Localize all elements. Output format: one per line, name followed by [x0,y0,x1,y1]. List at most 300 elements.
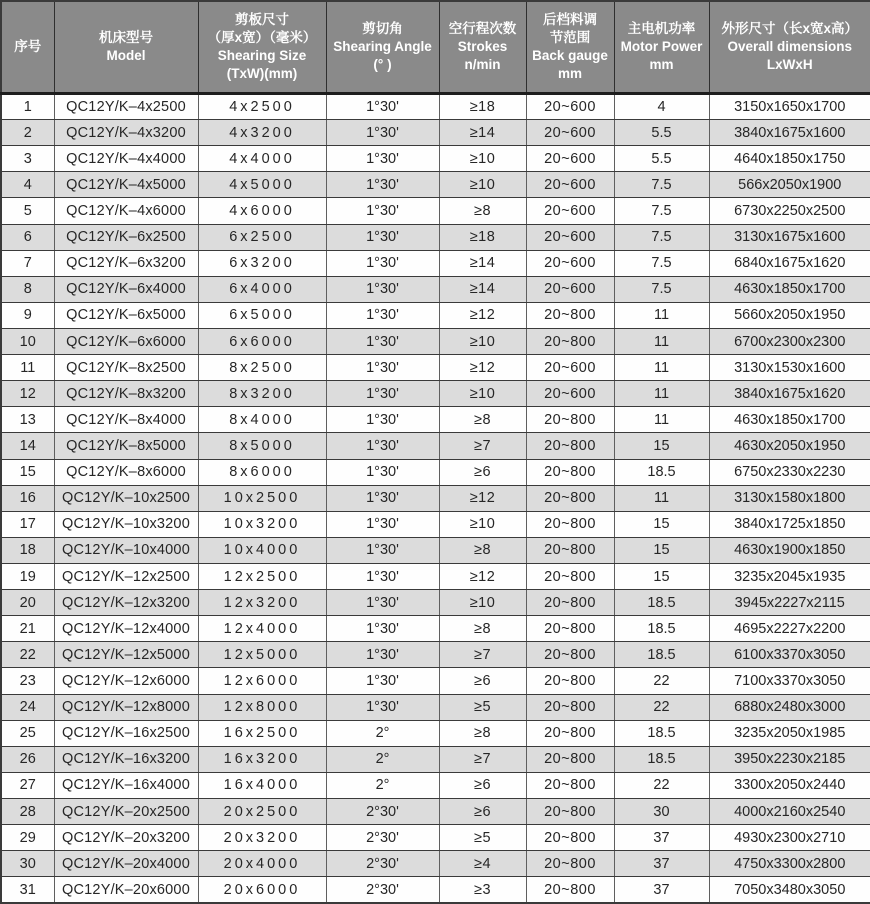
cell-shearing-angle: 2° [326,720,439,746]
cell-back-gauge: 20~800 [526,668,614,694]
cell-motor-power: 37 [614,877,709,903]
cell-model: QC12Y/K–6x6000 [54,328,198,354]
cell-shearing-size: 16x4000 [198,772,326,798]
table-row [1,772,870,798]
cell-model: QC12Y/K–6x4000 [54,276,198,302]
cell-overall-dimensions: 6840x1675x1620 [709,250,870,276]
cell-overall-dimensions: 4930x2300x2710 [709,825,870,851]
cell-shearing-angle: 1°30' [326,642,439,668]
column-header-shearing-size-line: （厚x宽）（毫米） [207,29,317,45]
cell-no: 22 [1,642,54,668]
cell-back-gauge: 20~800 [526,485,614,511]
cell-shearing-angle: 1°30' [326,381,439,407]
cell-strokes: ≥10 [439,172,526,198]
table-row [1,563,870,589]
cell-shearing-angle: 2° [326,746,439,772]
cell-no: 28 [1,798,54,824]
cell-shearing-size: 16x3200 [198,746,326,772]
cell-model: QC12Y/K–8x3200 [54,381,198,407]
column-header-back-gauge-line: 节范围 [549,29,591,45]
cell-back-gauge: 20~800 [526,407,614,433]
cell-back-gauge: 20~600 [526,120,614,146]
cell-strokes: ≥6 [439,668,526,694]
cell-shearing-size: 6x6000 [198,328,326,354]
cell-strokes: ≥10 [439,328,526,354]
cell-no: 5 [1,198,54,224]
cell-no: 29 [1,825,54,851]
cell-shearing-angle: 1°30' [326,537,439,563]
cell-strokes: ≥8 [439,198,526,224]
column-header-back-gauge-line: mm [557,66,582,82]
column-header-model [54,1,198,94]
cell-motor-power: 11 [614,485,709,511]
column-header-strokes-line: 空行程次数 [448,20,517,36]
table-header-row [1,1,870,94]
cell-no: 26 [1,746,54,772]
cell-overall-dimensions: 7100x3370x3050 [709,668,870,694]
cell-overall-dimensions: 3840x1675x1600 [709,120,870,146]
column-header-motor-power-line: Motor Power [620,38,703,54]
cell-no: 6 [1,224,54,250]
cell-shearing-angle: 1°30' [326,459,439,485]
cell-strokes: ≥10 [439,590,526,616]
cell-back-gauge: 20~800 [526,459,614,485]
table-body [1,94,870,904]
cell-strokes: ≥12 [439,485,526,511]
cell-motor-power: 7.5 [614,250,709,276]
cell-strokes: ≥6 [439,772,526,798]
cell-shearing-angle: 1°30' [326,511,439,537]
cell-model: QC12Y/K–12x6000 [54,668,198,694]
cell-shearing-angle: 1°30' [326,172,439,198]
cell-back-gauge: 20~600 [526,276,614,302]
table-row [1,250,870,276]
cell-model: QC12Y/K–12x2500 [54,563,198,589]
cell-shearing-angle: 2° [326,772,439,798]
cell-overall-dimensions: 4000x2160x2540 [709,798,870,824]
cell-overall-dimensions: 3130x1580x1800 [709,485,870,511]
cell-overall-dimensions: 3130x1530x1600 [709,355,870,381]
column-header-shearing-size-line: Shearing Size [217,48,307,63]
cell-model: QC12Y/K–10x3200 [54,511,198,537]
table-row [1,590,870,616]
cell-motor-power: 22 [614,772,709,798]
cell-strokes: ≥6 [439,459,526,485]
cell-no: 17 [1,511,54,537]
cell-back-gauge: 20~600 [526,381,614,407]
cell-no: 27 [1,772,54,798]
cell-model: QC12Y/K–6x2500 [54,224,198,250]
cell-motor-power: 7.5 [614,224,709,250]
cell-no: 7 [1,250,54,276]
cell-strokes: ≥5 [439,694,526,720]
cell-strokes: ≥10 [439,146,526,172]
cell-no: 9 [1,302,54,328]
cell-back-gauge: 20~800 [526,720,614,746]
cell-overall-dimensions: 3235x2050x1985 [709,720,870,746]
cell-no: 14 [1,433,54,459]
cell-overall-dimensions: 4695x2227x2200 [709,616,870,642]
cell-strokes: ≥7 [439,642,526,668]
cell-no: 13 [1,407,54,433]
cell-overall-dimensions: 3235x2045x1935 [709,563,870,589]
cell-shearing-angle: 1°30' [326,198,439,224]
cell-shearing-angle: 1°30' [326,668,439,694]
cell-overall-dimensions: 3840x1725x1850 [709,511,870,537]
table-row [1,746,870,772]
cell-model: QC12Y/K–12x5000 [54,642,198,668]
cell-shearing-angle: 1°30' [326,250,439,276]
cell-overall-dimensions: 5660x2050x1950 [709,302,870,328]
column-header-strokes-line: Strokes [457,38,508,54]
cell-model: QC12Y/K–6x3200 [54,250,198,276]
cell-model: QC12Y/K–16x4000 [54,772,198,798]
cell-model: QC12Y/K–12x3200 [54,590,198,616]
table-row [1,198,870,224]
cell-back-gauge: 20~600 [526,94,614,120]
cell-model: QC12Y/K–4x4000 [54,146,198,172]
cell-overall-dimensions: 3150x1650x1700 [709,94,870,120]
cell-back-gauge: 20~800 [526,825,614,851]
cell-shearing-size: 8x6000 [198,459,326,485]
cell-motor-power: 37 [614,851,709,877]
cell-overall-dimensions: 3300x2050x2440 [709,772,870,798]
table-row [1,94,870,120]
cell-model: QC12Y/K–10x4000 [54,537,198,563]
cell-shearing-size: 10x2500 [198,485,326,511]
cell-back-gauge: 20~800 [526,563,614,589]
cell-shearing-angle: 2°30' [326,851,439,877]
table-row [1,642,870,668]
table-row [1,537,870,563]
cell-strokes: ≥5 [439,825,526,851]
cell-motor-power: 5.5 [614,146,709,172]
cell-shearing-size: 8x5000 [198,433,326,459]
cell-strokes: ≥4 [439,851,526,877]
table-row [1,720,870,746]
cell-back-gauge: 20~800 [526,537,614,563]
column-header-shearing-size-line: (TxW)(mm) [226,66,298,82]
cell-no: 31 [1,877,54,903]
cell-model: QC12Y/K–20x4000 [54,851,198,877]
cell-strokes: ≥14 [439,120,526,146]
cell-shearing-size: 8x3200 [198,381,326,407]
cell-overall-dimensions: 6730x2250x2500 [709,198,870,224]
cell-overall-dimensions: 6100x3370x3050 [709,642,870,668]
cell-shearing-size: 8x4000 [198,407,326,433]
column-header-no [1,1,54,94]
cell-shearing-size: 20x2500 [198,798,326,824]
column-header-strokes [439,1,526,94]
cell-strokes: ≥8 [439,720,526,746]
cell-strokes: ≥12 [439,302,526,328]
cell-strokes: ≥7 [439,433,526,459]
cell-motor-power: 37 [614,825,709,851]
cell-back-gauge: 20~800 [526,642,614,668]
cell-motor-power: 18.5 [614,642,709,668]
cell-strokes: ≥8 [439,537,526,563]
column-header-shearing-angle [326,1,439,94]
column-header-motor-power-line: mm [649,57,674,73]
cell-motor-power: 7.5 [614,198,709,224]
cell-motor-power: 15 [614,537,709,563]
cell-no: 8 [1,276,54,302]
table-row [1,825,870,851]
column-header-back-gauge-line: Back gauge [532,48,608,63]
cell-motor-power: 18.5 [614,616,709,642]
table-row [1,877,870,903]
column-header-strokes-line: n/min [464,57,501,73]
cell-model: QC12Y/K–20x3200 [54,825,198,851]
cell-shearing-size: 16x2500 [198,720,326,746]
cell-overall-dimensions: 4750x3300x2800 [709,851,870,877]
cell-model: QC12Y/K–16x2500 [54,720,198,746]
cell-model: QC12Y/K–8x4000 [54,407,198,433]
cell-no: 11 [1,355,54,381]
table-row [1,328,870,354]
cell-shearing-size: 6x5000 [198,302,326,328]
column-header-model-line: 机床型号 [99,29,153,45]
cell-shearing-size: 12x2500 [198,563,326,589]
cell-motor-power: 22 [614,694,709,720]
cell-shearing-size: 8x2500 [198,355,326,381]
cell-shearing-angle: 1°30' [326,616,439,642]
column-header-shearing-angle-line: 剪切角 [362,20,403,36]
cell-model: QC12Y/K–8x6000 [54,459,198,485]
cell-back-gauge: 20~800 [526,694,614,720]
cell-back-gauge: 20~800 [526,798,614,824]
table-row [1,276,870,302]
cell-overall-dimensions: 3950x2230x2185 [709,746,870,772]
cell-back-gauge: 20~800 [526,302,614,328]
cell-model: QC12Y/K–20x6000 [54,877,198,903]
cell-shearing-size: 4x4000 [198,146,326,172]
column-header-model-line: Model [106,48,146,63]
table-row [1,459,870,485]
cell-back-gauge: 20~600 [526,250,614,276]
column-header-motor-power [614,1,709,94]
cell-model: QC12Y/K–4x2500 [54,94,198,120]
cell-overall-dimensions: 6750x2330x2230 [709,459,870,485]
table-row [1,668,870,694]
cell-overall-dimensions: 3945x2227x2115 [709,590,870,616]
cell-strokes: ≥10 [439,511,526,537]
table-row [1,381,870,407]
cell-back-gauge: 20~600 [526,224,614,250]
cell-motor-power: 18.5 [614,720,709,746]
column-header-overall-dimensions [709,1,870,94]
cell-no: 4 [1,172,54,198]
cell-shearing-angle: 2°30' [326,877,439,903]
table-row [1,224,870,250]
cell-back-gauge: 20~800 [526,772,614,798]
cell-shearing-size: 10x4000 [198,537,326,563]
cell-strokes: ≥8 [439,407,526,433]
cell-shearing-angle: 1°30' [326,563,439,589]
table-row [1,851,870,877]
cell-shearing-size: 6x2500 [198,224,326,250]
cell-no: 10 [1,328,54,354]
cell-motor-power: 11 [614,302,709,328]
cell-motor-power: 22 [614,668,709,694]
cell-shearing-angle: 1°30' [326,485,439,511]
column-header-no-line: 序号 [14,38,42,54]
table-row [1,355,870,381]
cell-shearing-size: 4x5000 [198,172,326,198]
cell-shearing-size: 12x3200 [198,590,326,616]
cell-shearing-size: 20x3200 [198,825,326,851]
cell-shearing-size: 12x5000 [198,642,326,668]
cell-no: 16 [1,485,54,511]
cell-motor-power: 11 [614,381,709,407]
cell-back-gauge: 20~800 [526,746,614,772]
cell-motor-power: 11 [614,328,709,354]
cell-back-gauge: 20~600 [526,172,614,198]
cell-motor-power: 15 [614,511,709,537]
cell-motor-power: 30 [614,798,709,824]
cell-model: QC12Y/K–12x8000 [54,694,198,720]
cell-overall-dimensions: 3840x1675x1620 [709,381,870,407]
cell-no: 23 [1,668,54,694]
cell-no: 12 [1,381,54,407]
cell-back-gauge: 20~600 [526,198,614,224]
cell-shearing-angle: 1°30' [326,328,439,354]
cell-overall-dimensions: 6880x2480x3000 [709,694,870,720]
cell-back-gauge: 20~800 [526,511,614,537]
cell-model: QC12Y/K–16x3200 [54,746,198,772]
cell-strokes: ≥14 [439,250,526,276]
table-row [1,407,870,433]
cell-model: QC12Y/K–4x6000 [54,198,198,224]
column-header-shearing-angle-line: Shearing Angle [333,38,432,54]
table-row [1,302,870,328]
cell-shearing-angle: 1°30' [326,407,439,433]
cell-shearing-size: 10x3200 [198,511,326,537]
cell-strokes: ≥3 [439,877,526,903]
cell-overall-dimensions: 4630x1850x1700 [709,276,870,302]
cell-shearing-angle: 2°30' [326,825,439,851]
cell-no: 18 [1,537,54,563]
cell-shearing-angle: 1°30' [326,302,439,328]
cell-model: QC12Y/K–12x4000 [54,616,198,642]
cell-strokes: ≥14 [439,276,526,302]
cell-model: QC12Y/K–4x5000 [54,172,198,198]
column-header-back-gauge-line: 后档料调 [543,11,597,27]
cell-no: 24 [1,694,54,720]
column-header-overall-dimensions-line: Overall dimensions [727,38,853,54]
cell-no: 2 [1,120,54,146]
cell-strokes: ≥12 [439,355,526,381]
cell-no: 15 [1,459,54,485]
cell-back-gauge: 20~800 [526,328,614,354]
cell-model: QC12Y/K–10x2500 [54,485,198,511]
cell-motor-power: 11 [614,355,709,381]
cell-back-gauge: 20~600 [526,355,614,381]
cell-shearing-size: 4x2500 [198,94,326,120]
cell-no: 25 [1,720,54,746]
cell-no: 19 [1,563,54,589]
cell-strokes: ≥12 [439,563,526,589]
cell-shearing-angle: 1°30' [326,694,439,720]
cell-overall-dimensions: 3130x1675x1600 [709,224,870,250]
cell-motor-power: 18.5 [614,746,709,772]
table-row [1,798,870,824]
column-header-overall-dimensions-line: 外形尺寸（长x宽x高） [721,20,859,36]
table-row [1,433,870,459]
cell-model: QC12Y/K–6x5000 [54,302,198,328]
cell-shearing-size: 20x6000 [198,877,326,903]
cell-overall-dimensions: 4630x1900x1850 [709,537,870,563]
cell-motor-power: 15 [614,433,709,459]
table-header [1,1,870,94]
cell-no: 1 [1,94,54,120]
cell-back-gauge: 20~800 [526,616,614,642]
cell-strokes: ≥10 [439,381,526,407]
table-row [1,146,870,172]
cell-motor-power: 18.5 [614,459,709,485]
cell-no: 30 [1,851,54,877]
table-row [1,511,870,537]
table-row [1,172,870,198]
cell-shearing-size: 12x8000 [198,694,326,720]
cell-shearing-angle: 2°30' [326,798,439,824]
cell-shearing-angle: 1°30' [326,355,439,381]
cell-no: 20 [1,590,54,616]
cell-shearing-size: 12x4000 [198,616,326,642]
cell-shearing-size: 4x6000 [198,198,326,224]
cell-back-gauge: 20~800 [526,433,614,459]
cell-back-gauge: 20~800 [526,877,614,903]
cell-shearing-size: 4x3200 [198,120,326,146]
cell-model: QC12Y/K–8x5000 [54,433,198,459]
cell-shearing-angle: 1°30' [326,276,439,302]
cell-back-gauge: 20~800 [526,851,614,877]
cell-model: QC12Y/K–4x3200 [54,120,198,146]
cell-motor-power: 15 [614,563,709,589]
cell-overall-dimensions: 7050x3480x3050 [709,877,870,903]
column-header-back-gauge [526,1,614,94]
cell-model: QC12Y/K–8x2500 [54,355,198,381]
cell-overall-dimensions: 4630x1850x1700 [709,407,870,433]
cell-shearing-angle: 1°30' [326,94,439,120]
cell-overall-dimensions: 566x2050x1900 [709,172,870,198]
cell-shearing-angle: 1°30' [326,146,439,172]
cell-strokes: ≥18 [439,94,526,120]
cell-shearing-size: 6x3200 [198,250,326,276]
cell-motor-power: 7.5 [614,172,709,198]
cell-strokes: ≥6 [439,798,526,824]
cell-overall-dimensions: 4640x1850x1750 [709,146,870,172]
cell-motor-power: 18.5 [614,590,709,616]
cell-no: 3 [1,146,54,172]
cell-strokes: ≥7 [439,746,526,772]
cell-motor-power: 4 [614,94,709,120]
column-header-overall-dimensions-line: LxWxH [766,57,813,73]
table-row [1,616,870,642]
cell-no: 21 [1,616,54,642]
cell-model: QC12Y/K–20x2500 [54,798,198,824]
cell-overall-dimensions: 4630x2050x1950 [709,433,870,459]
cell-shearing-angle: 1°30' [326,224,439,250]
cell-motor-power: 5.5 [614,120,709,146]
table-row [1,485,870,511]
cell-strokes: ≥18 [439,224,526,250]
cell-shearing-angle: 1°30' [326,120,439,146]
column-header-shearing-size-line: 剪板尺寸 [235,11,289,27]
cell-shearing-angle: 1°30' [326,590,439,616]
table-row [1,120,870,146]
cell-motor-power: 7.5 [614,276,709,302]
